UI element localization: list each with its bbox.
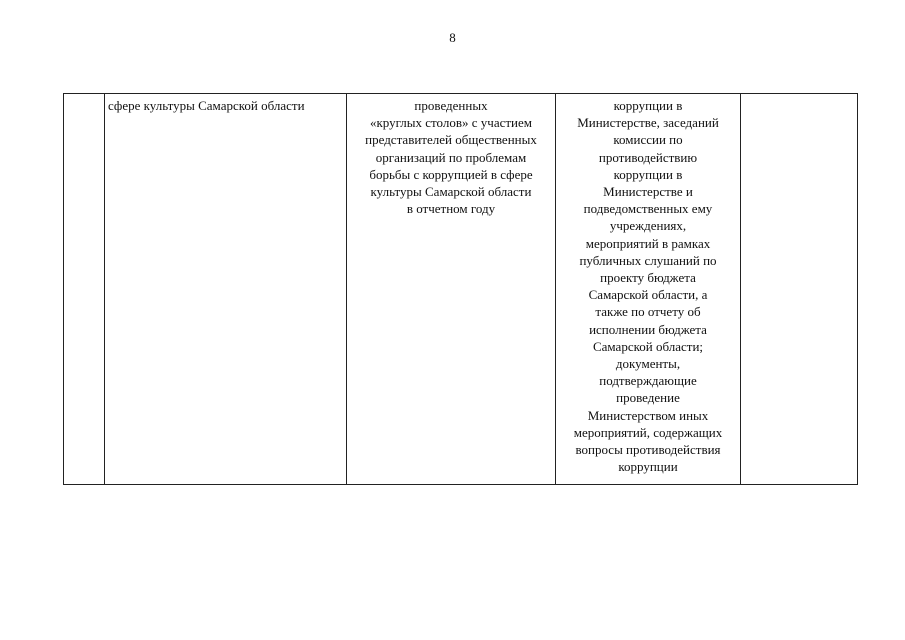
document-line: также по отчету об [595,304,701,320]
measure-name-line: сфере культуры Самарской области [108,98,305,113]
event-line: культуры Самарской области [370,184,532,200]
document-line: коррупции [618,459,678,475]
document-line: комиссии по [613,132,683,148]
document-line: документы, [615,356,681,372]
document-line: подведомственных ему [583,201,713,217]
document-table [63,93,837,485]
document-line: учреждениях, [609,218,687,234]
event-line: проведенных [414,98,488,113]
documents-cell [556,94,741,485]
document-line: вопросы противодействия [575,442,721,458]
document-line: Самарской области, а [588,287,708,303]
document-line: проведение [616,390,680,406]
document-line: подтверждающие [599,373,697,389]
event-description-cell [347,94,556,485]
document-line: публичных слушаний по [579,252,717,268]
page-number: 8 [449,30,456,45]
document-line: мероприятий в рамках [585,235,711,251]
document-line: Министерстве, заседаний [577,115,719,131]
measure-name-cell [105,94,347,485]
event-line: представителей общественных [365,132,537,148]
document-line: Самарской области; [592,338,704,354]
document-line: проекту бюджета [600,270,696,286]
document-line: коррупции в [613,166,683,182]
event-line: в отчетном году [406,201,496,217]
document-line: исполнении бюджета [589,321,707,337]
event-line: организаций по проблемам [375,149,527,165]
event-line: «круглых столов» с участием [369,115,532,131]
row-number-cell [64,94,105,485]
document-line: Министерстве и [603,184,693,200]
event-line: борьбы с коррупцией в сфере [369,166,533,182]
table-row [64,94,858,485]
document-line: коррупции в [613,98,683,113]
measures-table [63,93,858,485]
document-line: противодействию [598,149,698,165]
document-line: Министерством иных [587,407,709,423]
responsible-cell [741,94,858,485]
document-line: мероприятий, содержащих [573,424,723,440]
